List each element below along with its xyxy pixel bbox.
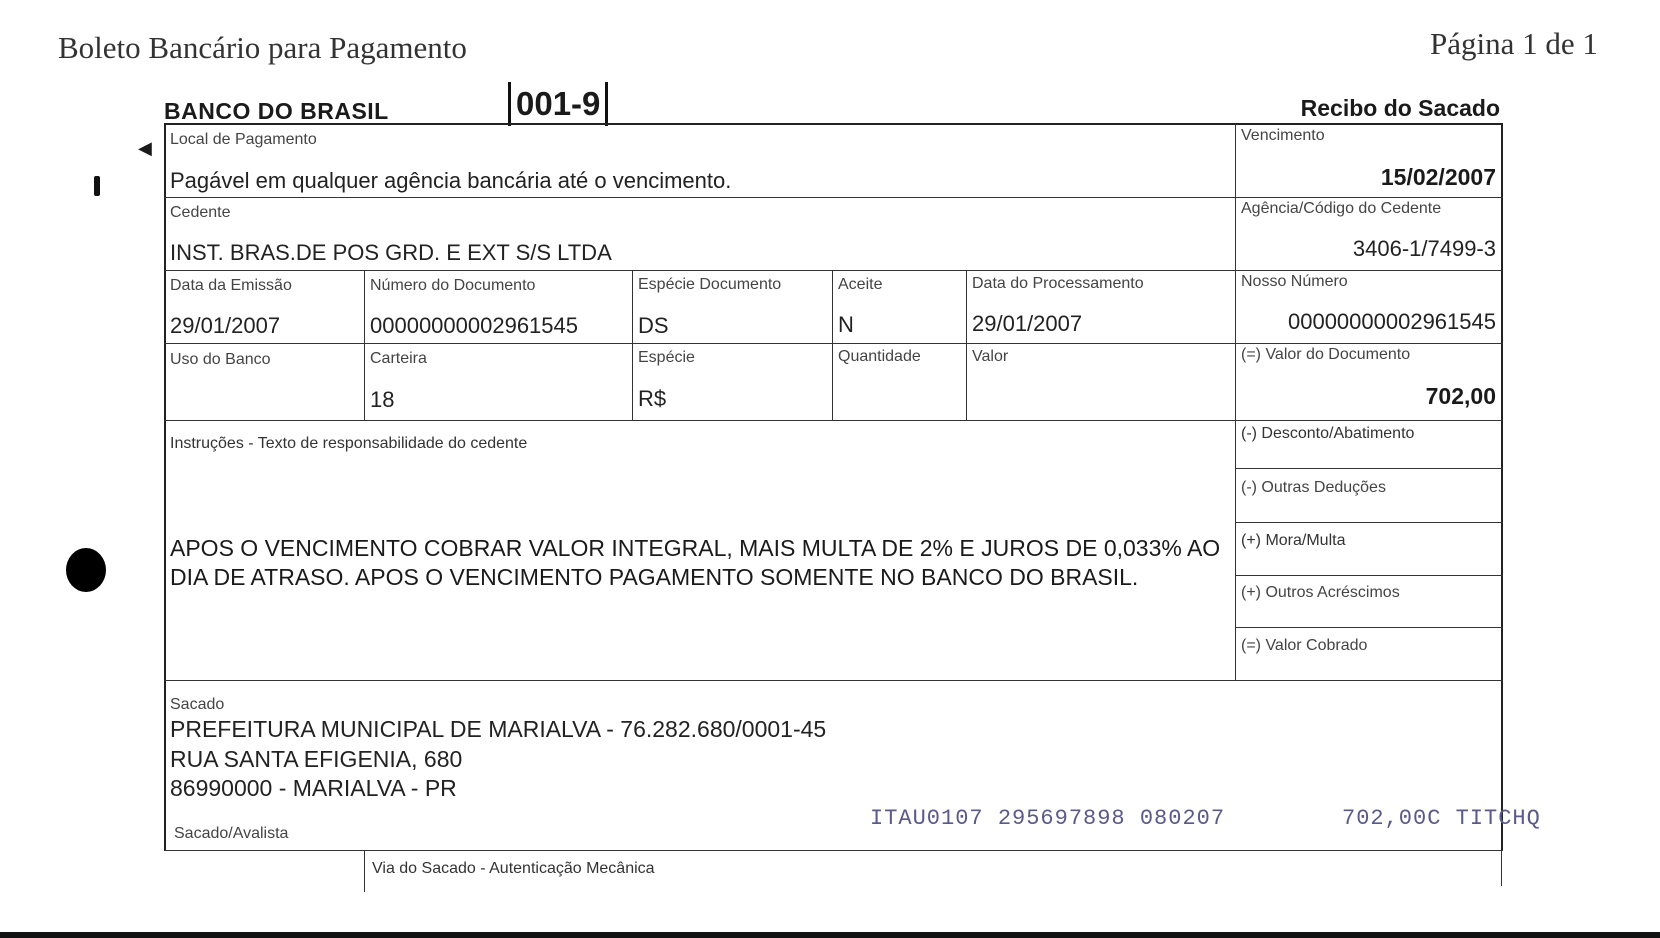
numero-documento-label: Número do Documento xyxy=(370,277,536,294)
instructions-text: APOS O VENCIMENTO COBRAR VALOR INTEGRAL, MAIS MULTA DE 2% E JUROS DE 0,033% AO DIA DE ATRASO. APOS O VENCIMENTO PAGAMENTO SOMENTE NO BANCO DO BRASIL. xyxy=(170,535,1221,590)
cedente-label: Cedente xyxy=(170,204,231,221)
col-divider-2 xyxy=(632,270,633,420)
authentication-stamp: ITAU0107 295697898 080207 xyxy=(870,806,1226,831)
valor-documento-label: (=) Valor do Documento xyxy=(1241,346,1411,363)
bank-name: BANCO DO BRASIL xyxy=(164,98,389,124)
sacado-line-2: RUA SANTA EFIGENIA, 680 xyxy=(170,746,463,772)
ink-blot-mark xyxy=(66,548,106,592)
especie-documento-label: Espécie Documento xyxy=(638,276,782,293)
right-column-divider xyxy=(1235,123,1236,680)
side-line-4 xyxy=(1235,627,1503,628)
row-line-4 xyxy=(164,420,1503,421)
row-line-5 xyxy=(164,680,1503,681)
agencia-codigo-label: Agência/Código do Cedente xyxy=(1241,200,1442,217)
page-bottom-border xyxy=(0,932,1660,938)
numero-documento-value: 00000000002961545 xyxy=(370,313,579,338)
col-divider-1 xyxy=(364,270,365,420)
valor-documento-value: 702,00 xyxy=(1425,383,1496,409)
nosso-numero-value: 00000000002961545 xyxy=(1287,309,1496,334)
vencimento-label: Vencimento xyxy=(1241,127,1325,144)
sacado-avalista-label: Sacado/Avalista xyxy=(174,825,289,842)
pointer-arrow-mark: ◀ xyxy=(138,138,152,158)
mora-multa-label: (+) Mora/Multa xyxy=(1241,532,1346,549)
uso-banco-label: Uso do Banco xyxy=(170,351,271,368)
valor-label: Valor xyxy=(972,348,1009,365)
side-line-3 xyxy=(1235,575,1503,576)
carteira-label: Carteira xyxy=(370,350,427,367)
valor-cobrado-label: (=) Valor Cobrado xyxy=(1241,637,1368,654)
local-pagamento-label: Local de Pagamento xyxy=(170,131,317,148)
side-line-1 xyxy=(1235,468,1503,469)
especie-documento-value: DS xyxy=(638,313,669,338)
local-pagamento-value: Pagável em qualquer agência bancária até o vencimento. xyxy=(170,168,732,193)
nosso-numero-label: Nosso Número xyxy=(1241,273,1348,290)
bank-code: 001-9 xyxy=(508,82,608,126)
scan-mark xyxy=(94,176,100,196)
page-indicator: Página 1 de 1 xyxy=(1430,26,1598,61)
side-line-2 xyxy=(1235,522,1503,523)
vencimento-value: 15/02/2007 xyxy=(1380,164,1496,190)
data-emissao-value: 29/01/2007 xyxy=(170,313,281,338)
receipt-label: Recibo do Sacado xyxy=(1300,95,1500,121)
sacado-label: Sacado xyxy=(170,696,225,713)
col-divider-4 xyxy=(966,270,967,420)
outras-deducoes-label: (-) Outras Deduções xyxy=(1241,479,1386,496)
data-processamento-label: Data do Processamento xyxy=(972,275,1144,292)
footer-divider xyxy=(364,850,365,892)
especie-value: R$ xyxy=(638,386,667,411)
agencia-codigo-value: 3406-1/7499-3 xyxy=(1352,236,1496,261)
data-emissao-label: Data da Emissão xyxy=(170,277,292,294)
sacado-line-1: PREFEITURA MUNICIPAL DE MARIALVA - 76.282.680/0001-45 xyxy=(170,716,827,742)
aceite-label: Aceite xyxy=(838,276,883,293)
outros-acrescimos-label: (+) Outros Acréscimos xyxy=(1241,584,1400,601)
carteira-value: 18 xyxy=(370,387,395,412)
quantidade-label: Quantidade xyxy=(838,348,921,365)
instructions-label: Instruções - Texto de responsabilidade do cedente xyxy=(170,435,528,452)
row-line-1 xyxy=(164,197,1503,198)
data-processamento-value: 29/01/2007 xyxy=(972,311,1083,336)
aceite-value: N xyxy=(838,312,854,337)
desconto-abatimento-label: (-) Desconto/Abatimento xyxy=(1241,425,1415,442)
col-divider-3 xyxy=(832,270,833,420)
authentication-amount-stamp: 702,00C TITCHQ xyxy=(1342,806,1541,831)
footer-right-line xyxy=(1501,850,1502,886)
sacado-line-3: 86990000 - MARIALVA - PR xyxy=(170,775,457,801)
document-title: Boleto Bancário para Pagamento xyxy=(58,30,467,65)
cedente-value: INST. BRAS.DE POS GRD. E EXT S/S LTDA xyxy=(170,240,612,265)
via-sacado-label: Via do Sacado - Autenticação Mecânica xyxy=(372,860,655,877)
especie-label: Espécie xyxy=(638,349,695,366)
